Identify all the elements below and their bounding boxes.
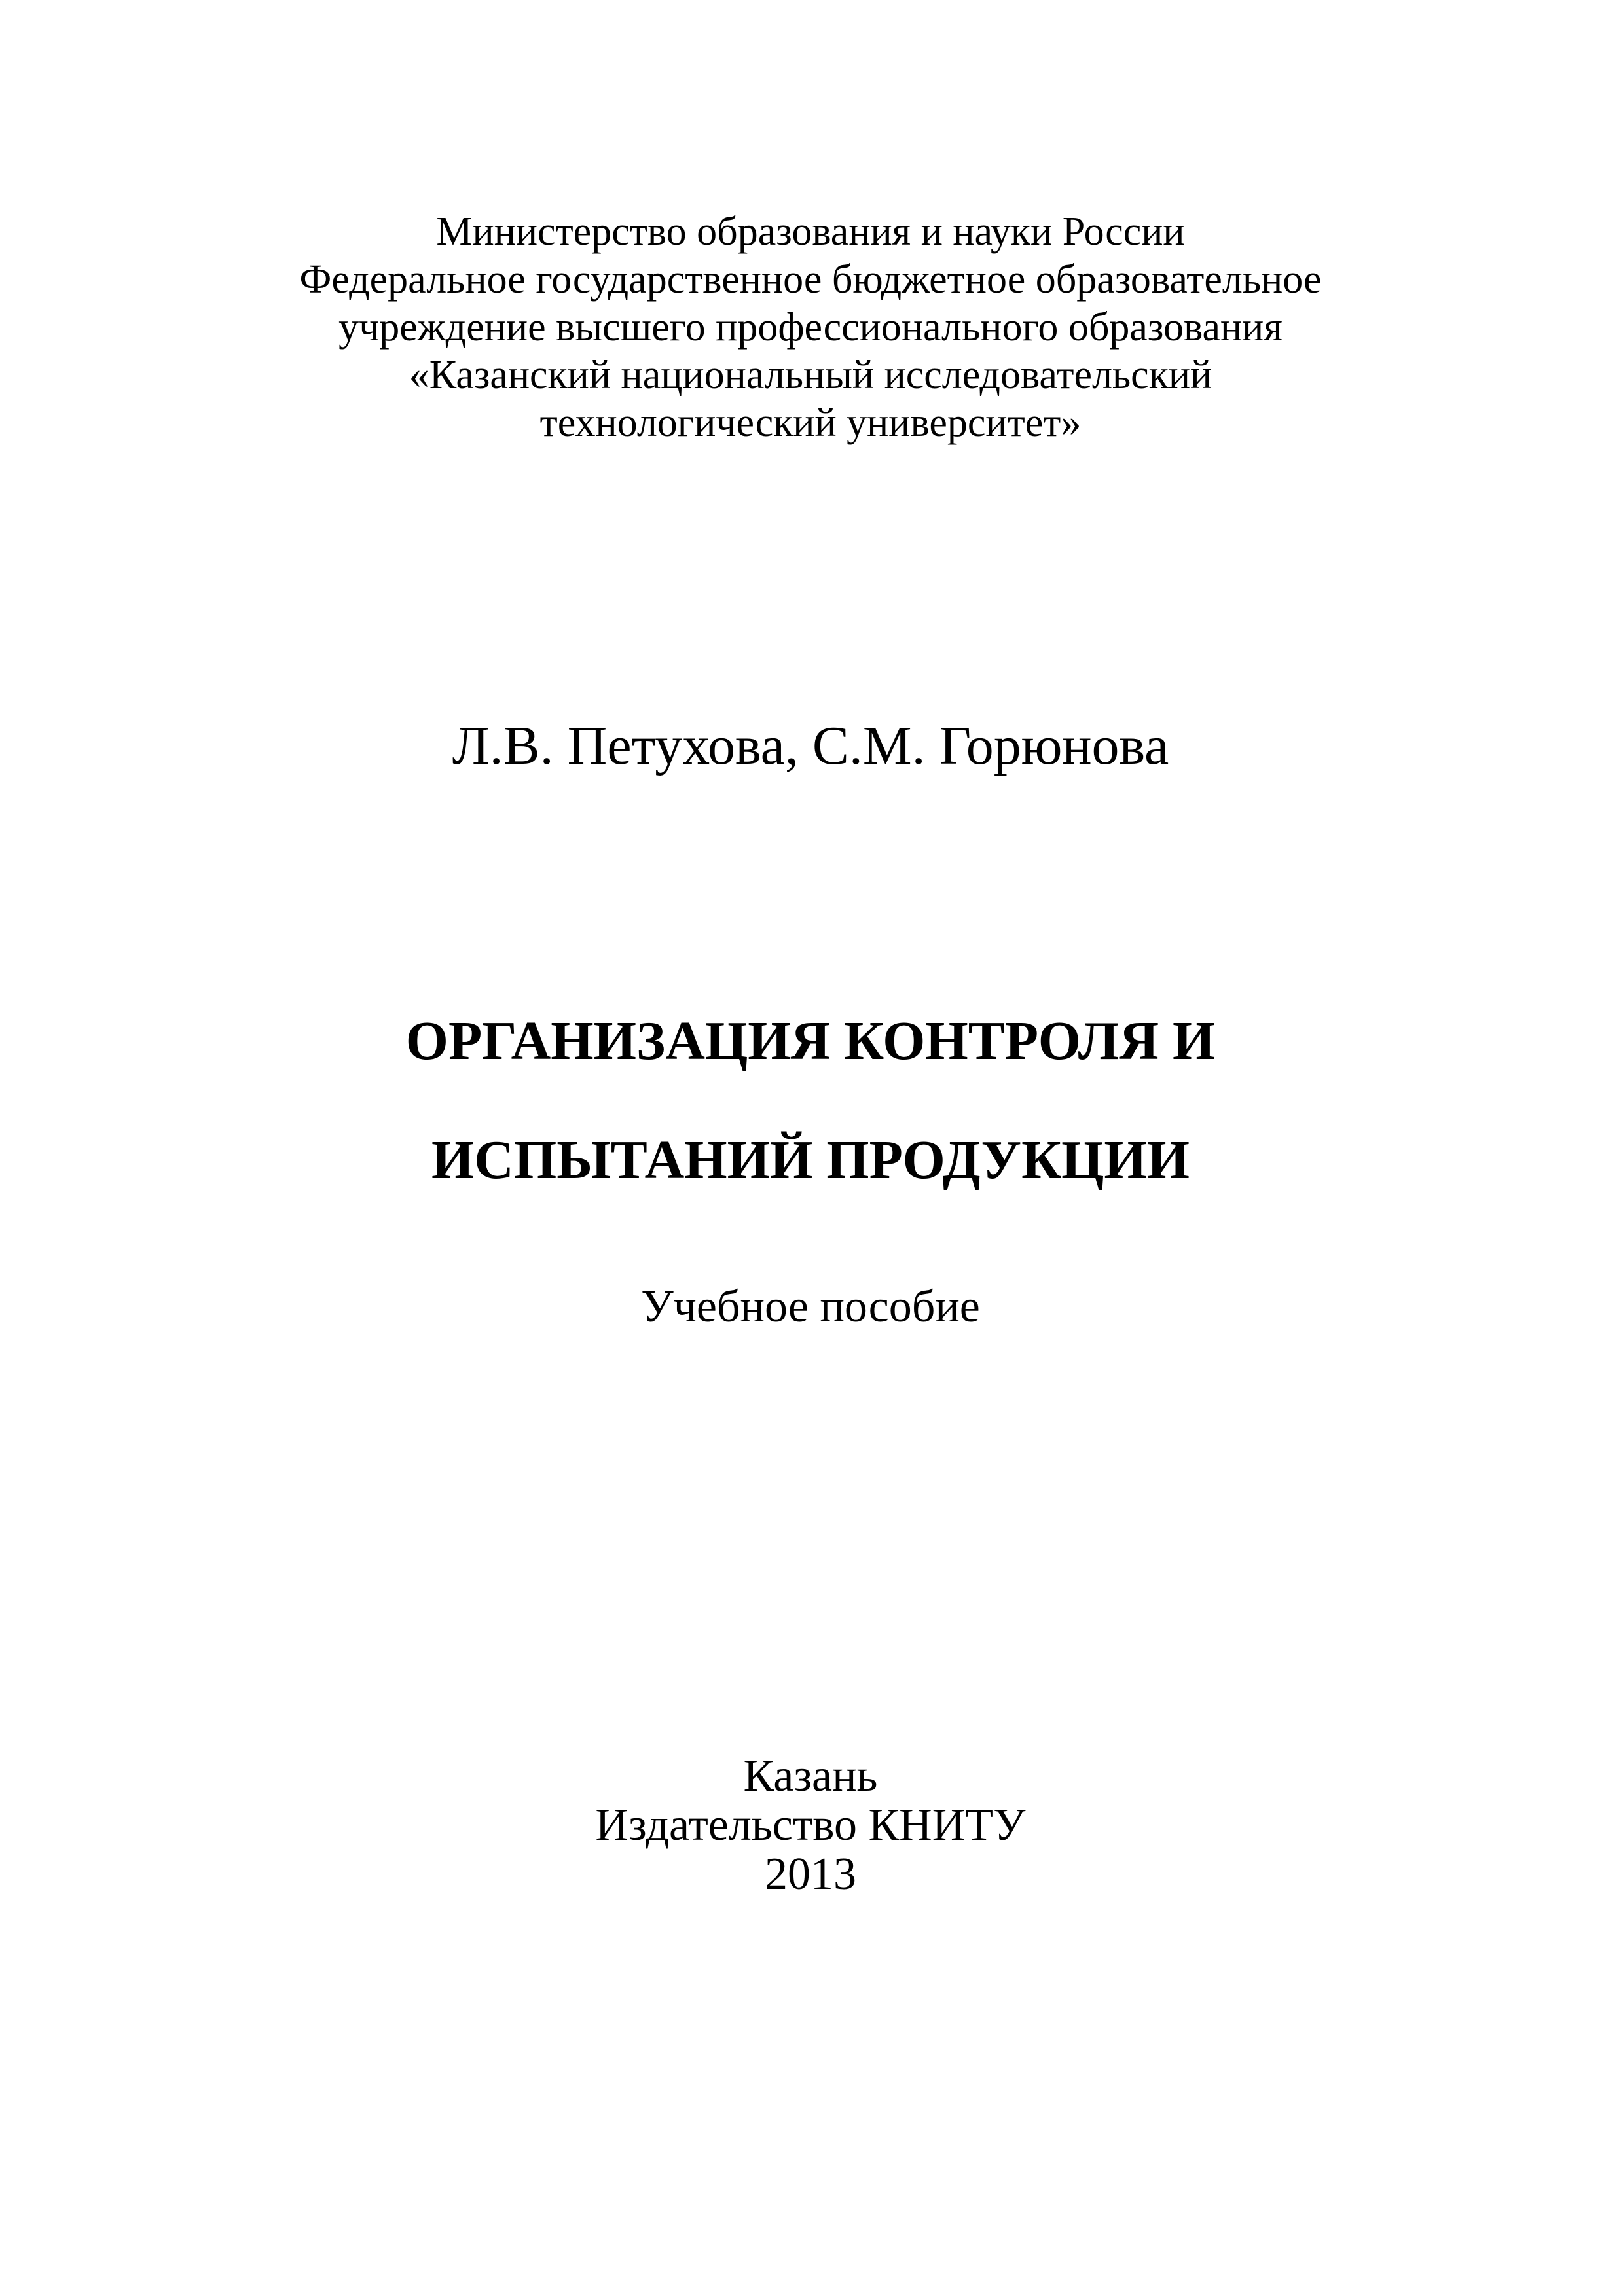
imprint-publisher: Издательство КНИТУ xyxy=(595,1800,1026,1850)
institution-line: учреждение высшего профессионального образования xyxy=(338,305,1283,350)
institution-line: «Казанский национальный исследовательский xyxy=(409,353,1212,397)
book-title-line: ОРГАНИЗАЦИЯ КОНТРОЛЯ И xyxy=(405,1011,1216,1071)
institution-line: Министерство образования и науки России xyxy=(436,209,1185,254)
imprint xyxy=(0,1751,1621,1899)
book-subtitle: Учебное пособие xyxy=(641,1282,980,1332)
book-title xyxy=(0,982,1621,1220)
book-title-line: ИСПЫТАНИЙ ПРОДУКЦИИ xyxy=(431,1130,1190,1191)
authors: Л.В. Петухова, С.М. Горюнова xyxy=(452,715,1169,776)
imprint-city: Казань xyxy=(743,1751,878,1801)
institution-line: Федеральное государственное бюджетное образовательное xyxy=(299,257,1322,302)
institution-header xyxy=(0,208,1621,447)
imprint-year: 2013 xyxy=(765,1849,856,1899)
institution-line: технологический университет» xyxy=(539,401,1082,445)
